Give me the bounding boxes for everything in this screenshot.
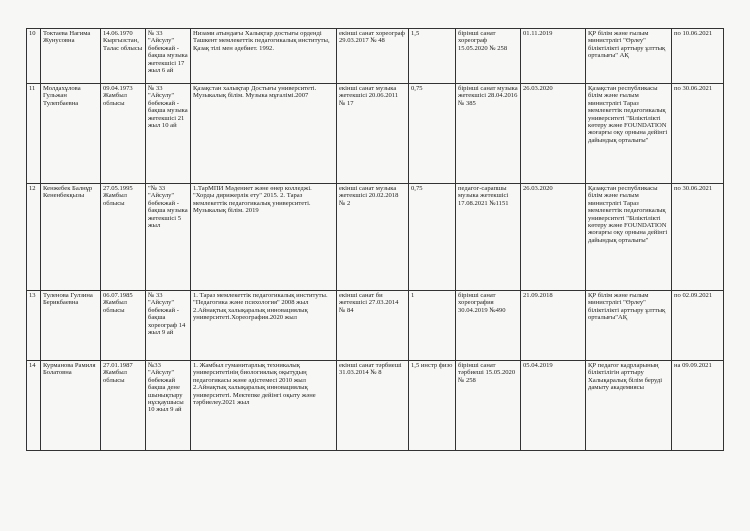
rate: 1 — [409, 291, 456, 361]
category: екінші санат би жетекшісі 27.03.2014 № 84 — [337, 291, 409, 361]
course-date: 26.03.2020 — [521, 184, 586, 291]
birth-info: 14.06.1970 Кыргызстан, Талас облысы — [101, 29, 146, 84]
employee-name: Кенжебек Балнұр Кененбекқызы — [41, 184, 101, 291]
employee-name: Токтаева Нагима Жунусовна — [41, 29, 101, 84]
deadline: по 30.06.2021 — [672, 84, 724, 184]
course-organization: Қазақстан республикасы білім және ғылым министрлігі Тараз мемлекеттік педагогикалық университеті "Біліктілікті көтеру және FOUNDATION жоғарғы оқу орнына дейінгі дайындық орталығы" — [586, 184, 672, 291]
row-number: 13 — [27, 291, 41, 361]
new-category: бірінші санат хореограф 15.05.2020 № 258 — [456, 29, 521, 84]
employee-name: Туленова Гулзина Берикбаевна — [41, 291, 101, 361]
course-organization: ҚР білім және ғылым министрлігі "Өрлеу" біліктілікті арттыру ұлттық орталығы"АҚ — [586, 291, 672, 361]
education: Қазақстан халықтар Достығы университеті. Музыкалық білім. Музыка мұғалімі.2007 — [191, 84, 337, 184]
deadline: по 30.06.2021 — [672, 184, 724, 291]
table-row — [27, 291, 724, 361]
course-organization: Қазақстан республикасы білім және ғылым министрлігі Тараз мемлекеттік педагогикалық университеті "Біліктілікті көтеру және FOUNDATION жоғарғы оқу орнына дейінгі дайындық орталығы" — [586, 84, 672, 184]
course-date: 21.09.2018 — [521, 291, 586, 361]
employee-name: Молдахұлова Гульжан Тулепбаевна — [41, 84, 101, 184]
table-row — [27, 84, 724, 184]
staff-table — [26, 28, 724, 451]
workplace: №33 "Айсулу" бөбекжай бақша дене шынықтыру нұсқаушысы 10 жыл 9 ай — [146, 361, 191, 451]
new-category: бірінші санат хореография 30.04.2019 №490 — [456, 291, 521, 361]
course-organization: ҚР білім және ғылым министрлігі "Өрлеу" біліктілікті арттыру ұлттық орталығы" АҚ — [586, 29, 672, 84]
workplace: № 33 "Айсулу" бөбекжай - бақша музыка жетекшісі 21 жыл 10 ай — [146, 84, 191, 184]
category: екінші санат хореограф 29.03.2017 № 48 — [337, 29, 409, 84]
row-number: 10 — [27, 29, 41, 84]
rate: 1,5 инстр физо — [409, 361, 456, 451]
table-row — [27, 361, 724, 451]
rate: 1,5 — [409, 29, 456, 84]
course-organization: ҚР педагог кадрларының біліктілігін арттыру Халықаралық білім беруді дамыту академиясы — [586, 361, 672, 451]
education: 1. Жамбыл гуманитарлық техникалық университетінің биологиялық оқытудың педагогикасы және әдістемесі 2010 жыл 2.Айнақтық халықаралық инновациялық университеті. Мектепке дейінгі оқыту және тәрбиелеу.2021 жыл — [191, 361, 337, 451]
row-number: 12 — [27, 184, 41, 291]
birth-info: 06.07.1985 Жамбыл облысы — [101, 291, 146, 361]
table-row — [27, 184, 724, 291]
course-date: 26.03.2020 — [521, 84, 586, 184]
employee-name: Курманова Рамиля Болатовна — [41, 361, 101, 451]
birth-info: 27.01.1987 Жамбыл облысы — [101, 361, 146, 451]
category: екінші санат музыка жетекшісі 20.02.2018 № 2 — [337, 184, 409, 291]
course-date: 01.11.2019 — [521, 29, 586, 84]
row-number: 11 — [27, 84, 41, 184]
education: Низами атындағы Халықтар достығы орденді Ташкент мемлекеттік педагогикалық институты, Қазақ тілі мен әдебиет. 1992. — [191, 29, 337, 84]
new-category: бірінші санат музыка жетекшісі 28.04.2016 № 385 — [456, 84, 521, 184]
birth-info: 27.05.1995 Жамбыл облысы — [101, 184, 146, 291]
row-number: 14 — [27, 361, 41, 451]
workplace: № 33 "Айсулу" бөбекжай - бақша музыка жетекшісі 17 жыл 6 ай — [146, 29, 191, 84]
course-date: 05.04.2019 — [521, 361, 586, 451]
workplace: № 33 "Айсулу" бөбекжай - бақша хореограф 14 жыл 9 ай — [146, 291, 191, 361]
education: 1. Тараз мемлекеттік педагогикалық институты. "Педагогика және психология" 2008 жыл 2.Айнақтық халықаралық инновациялық университеті.Хореография.2020 жыл — [191, 291, 337, 361]
deadline: по 10.06.2021 — [672, 29, 724, 84]
category: екінші санат тәрбиеші 31.03.2014 № 8 — [337, 361, 409, 451]
new-category: педагог-сарапшы музыка жетекшісі 17.08.2021 №1151 — [456, 184, 521, 291]
category: екінші санат музыка жетекшісі 20.06.2011 № 17 — [337, 84, 409, 184]
table-row — [27, 29, 724, 84]
document-sheet — [26, 28, 723, 451]
education: 1.ТарМПИ Мәдениет және өнер колледжі. "Хорды дирижерлік ету" 2015. 2. Тараз мемлекеттік педагогикалық университеті. Музыкалық білім. 2019 — [191, 184, 337, 291]
new-category: бірінші санат тәрбиеші 15.05.2020 № 258 — [456, 361, 521, 451]
workplace: "№ 33 "Айсулу" бөбекжай - бақша музыка жетекшісі 5 жыл — [146, 184, 191, 291]
birth-info: 09.04.1973 Жамбыл облысы — [101, 84, 146, 184]
deadline: по 02.09.2021 — [672, 291, 724, 361]
rate: 0,75 — [409, 84, 456, 184]
deadline: на 09.09.2021 — [672, 361, 724, 451]
rate: 0,75 — [409, 184, 456, 291]
